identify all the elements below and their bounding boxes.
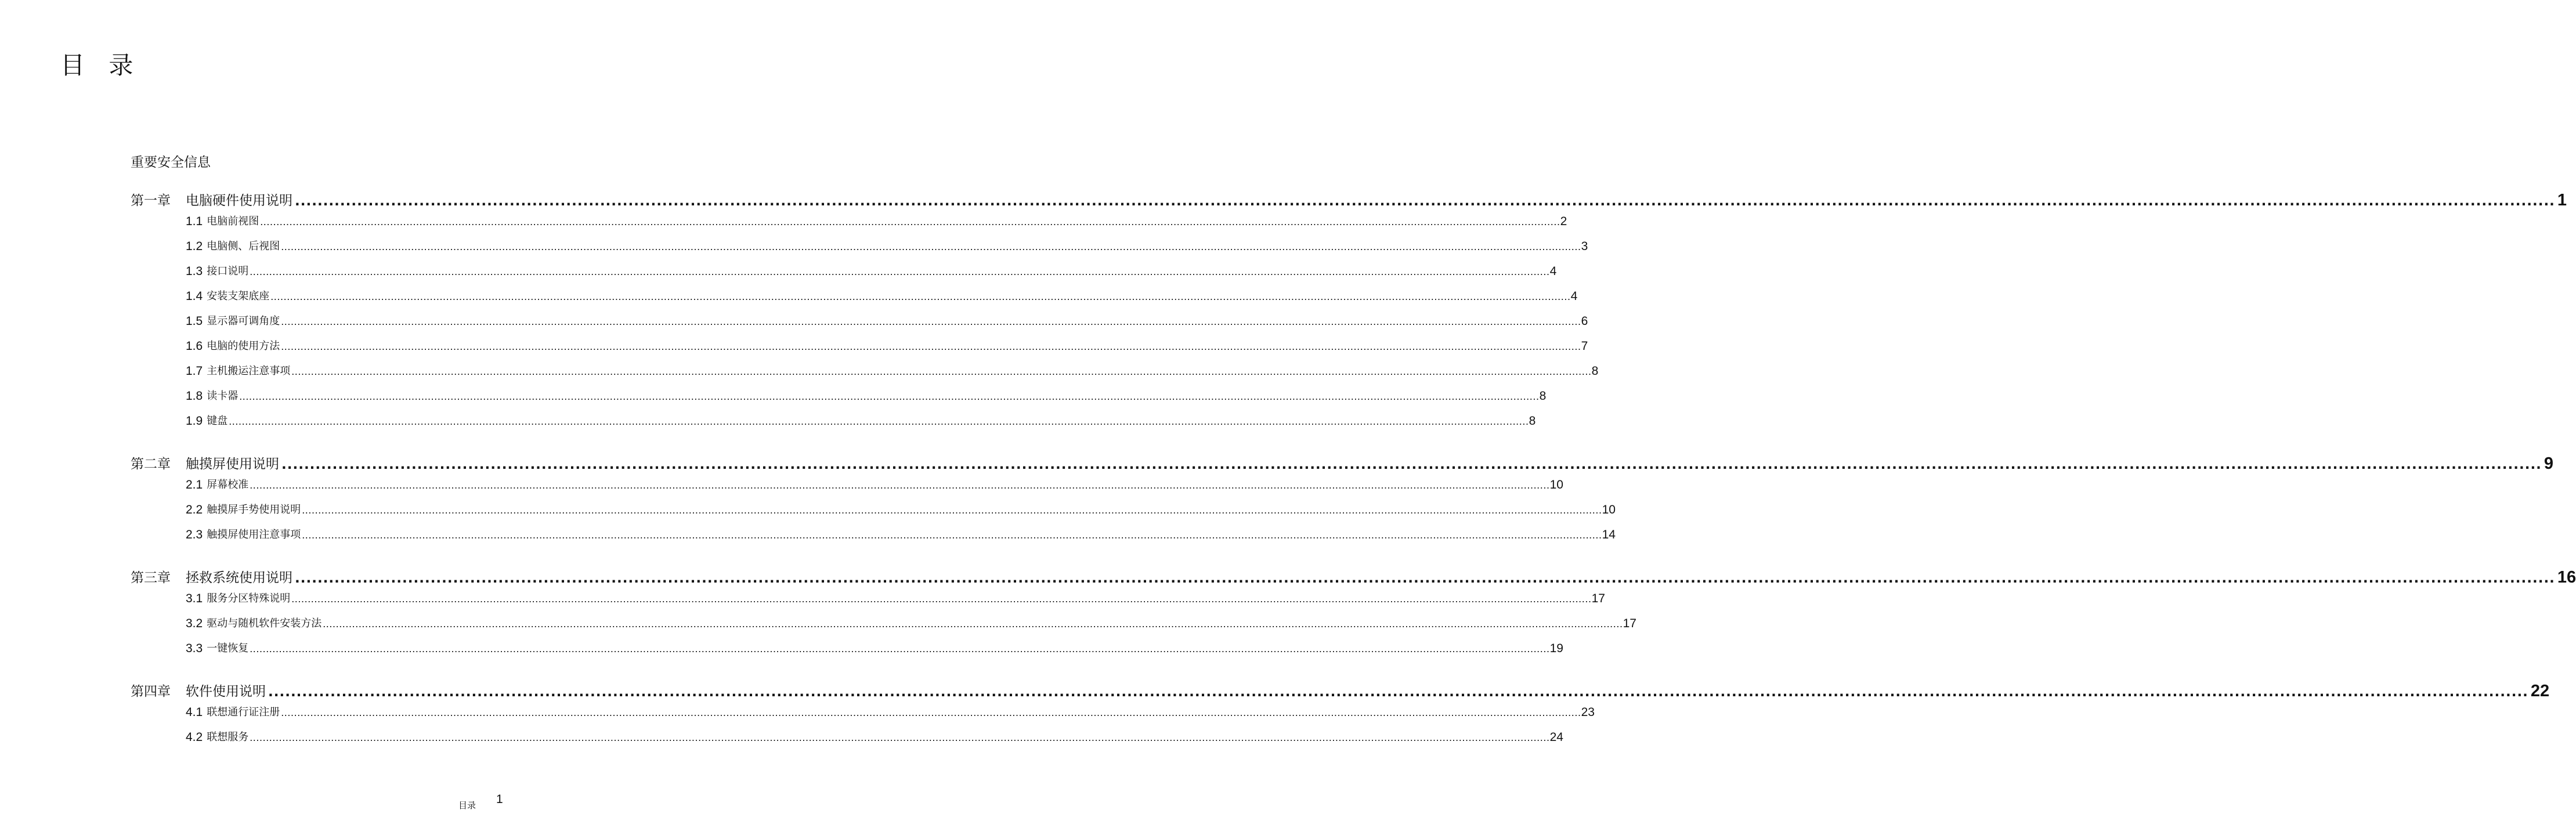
entry-number: 1.7 <box>186 364 203 378</box>
chapter-label: 第一章 <box>131 193 171 208</box>
entry-page-number: 17 <box>1623 617 1636 630</box>
toc-entry-1-7[interactable] <box>186 362 1599 378</box>
toc-entry-3-1[interactable] <box>186 590 1605 606</box>
entry-number: 4.1 <box>186 706 203 719</box>
chapter-title: 软件使用说明 <box>186 684 266 699</box>
entry-title: 服务分区特殊说明 <box>207 592 291 605</box>
toc-entry-1-9[interactable] <box>186 412 1536 428</box>
entry-number: 1.4 <box>186 290 203 303</box>
dot-leader: ................................................................................................................................................................................................................................................................................................................................................................................................................ <box>250 479 1550 491</box>
dot-leader: ................................................................................................................................................................................................................................................................................................................................................................................................................ <box>291 366 1592 377</box>
chapter-title: 触摸屏使用说明 <box>186 457 279 472</box>
entry-title: 触摸屏使用注意事项 <box>207 529 301 541</box>
entry-number: 1.3 <box>186 265 203 278</box>
page-title: 目 录 <box>60 51 142 79</box>
dot-leader: ................................................................................................................................................................................................................................................................................................................................................................................................................ <box>323 618 1623 630</box>
chapter-page-number: 9 <box>2544 454 2554 473</box>
entry-page-number: 3 <box>1581 240 1588 253</box>
entry-number: 2.1 <box>186 478 203 491</box>
entry-page-number: 8 <box>1591 364 1599 378</box>
entry-page-number: 4 <box>1549 265 1557 278</box>
entry-page-number: 6 <box>1581 314 1588 328</box>
entry-number: 1.8 <box>186 389 203 403</box>
entry-number: 3.2 <box>186 617 203 630</box>
toc-entry-3-2[interactable] <box>186 614 1636 631</box>
entry-page-number: 10 <box>1549 478 1563 491</box>
toc-entry-1-3[interactable] <box>186 262 1557 279</box>
entry-title: 屏幕校准 <box>207 479 249 491</box>
entry-title: 一键恢复 <box>207 642 249 654</box>
dot-leader: ................................................................................................................................................................................................................................................................................................................................................................................................................ <box>291 593 1592 605</box>
entry-page-number: 24 <box>1549 730 1563 744</box>
dot-leader: ................................................................................................................................................................................................................................................................................................................................................................................................................ <box>250 266 1550 277</box>
chapter-page-number: 22 <box>2530 682 2550 700</box>
toc-entry-2-2[interactable] <box>186 501 1616 517</box>
chapter-page-number: 16 <box>2557 568 2576 587</box>
footer-page-number: 1 <box>496 793 503 806</box>
dot-leader: ................................................................................................................................................................................................................................................................................................................................................................................................................ <box>281 707 1581 718</box>
dot-leader: ................................................................................................................................................................................................................................................................................................................................................................................................................ <box>268 685 2528 700</box>
chapter-label: 第四章 <box>131 684 171 699</box>
toc-entry-1-4[interactable] <box>186 287 1578 303</box>
dot-leader: ................................................................................................................................................................................................................................................................................................................................................................................................................ <box>295 571 2555 586</box>
entry-title: 显示器可调角度 <box>207 315 280 327</box>
chapter-title: 电脑硬件使用说明 <box>186 193 292 208</box>
toc-entry-1-6[interactable] <box>186 337 1588 353</box>
entry-number: 2.2 <box>186 503 203 516</box>
entry-title: 电脑的使用方法 <box>207 340 280 352</box>
toc-entry-1-5[interactable] <box>186 312 1588 328</box>
entry-page-number: 7 <box>1581 339 1588 353</box>
toc-entry-1-8[interactable] <box>186 387 1547 403</box>
dot-leader: ................................................................................................................................................................................................................................................................................................................................................................................................................ <box>281 457 2542 472</box>
entry-title: 联想服务 <box>207 731 249 743</box>
dot-leader: ................................................................................................................................................................................................................................................................................................................................................................................................................ <box>229 415 1529 427</box>
toc-entry-1-1[interactable] <box>186 212 1567 229</box>
toc-entry-3-3[interactable] <box>186 639 1563 656</box>
dot-leader: ................................................................................................................................................................................................................................................................................................................................................................................................................ <box>302 504 1602 516</box>
dot-leader: ................................................................................................................................................................................................................................................................................................................................................................................................................ <box>295 194 2555 209</box>
entry-title: 键盘 <box>207 415 228 427</box>
dot-leader: ................................................................................................................................................................................................................................................................................................................................................................................................................ <box>239 390 1540 402</box>
entry-number: 1.1 <box>186 215 203 228</box>
dot-leader: ................................................................................................................................................................................................................................................................................................................................................................................................................ <box>281 316 1581 327</box>
entry-title: 读卡器 <box>207 390 239 402</box>
toc-chapter-1[interactable] <box>131 189 2567 209</box>
dot-leader: ................................................................................................................................................................................................................................................................................................................................................................................................................ <box>302 529 1602 541</box>
entry-page-number: 14 <box>1602 528 1616 541</box>
dot-leader: ................................................................................................................................................................................................................................................................................................................................................................................................................ <box>270 291 1571 302</box>
dot-leader: ................................................................................................................................................................................................................................................................................................................................................................................................................ <box>260 216 1560 227</box>
toc-entry-2-3[interactable] <box>186 526 1616 542</box>
entry-number: 1.6 <box>186 339 203 353</box>
dot-leader: ................................................................................................................................................................................................................................................................................................................................................................................................................ <box>250 643 1550 654</box>
dot-leader: ................................................................................................................................................................................................................................................................................................................................................................................................................ <box>250 732 1550 743</box>
entry-number: 1.2 <box>186 240 203 253</box>
entry-number: 2.3 <box>186 528 203 541</box>
entry-page-number: 17 <box>1591 592 1605 605</box>
entry-number: 3.3 <box>186 642 203 655</box>
entry-title: 主机搬运注意事项 <box>207 365 291 377</box>
entry-page-number: 8 <box>1529 414 1536 428</box>
entry-number: 4.2 <box>186 730 203 744</box>
entry-title: 安装支架底座 <box>207 290 270 302</box>
entry-number: 1.9 <box>186 414 203 428</box>
entry-title: 触摸屏手势使用说明 <box>207 504 301 516</box>
dot-leader: ................................................................................................................................................................................................................................................................................................................................................................................................................ <box>281 241 1581 252</box>
entry-page-number: 4 <box>1570 290 1578 303</box>
toc-chapter-2[interactable] <box>131 453 2554 473</box>
toc-chapter-4[interactable] <box>131 680 2550 700</box>
entry-page-number: 10 <box>1602 503 1616 516</box>
toc-entry-2-1[interactable] <box>186 476 1563 492</box>
entry-title: 电脑侧、后视图 <box>207 240 280 252</box>
entry-title: 驱动与随机软件安装方法 <box>207 617 322 630</box>
entry-number: 3.1 <box>186 592 203 605</box>
dot-leader: ................................................................................................................................................................................................................................................................................................................................................................................................................ <box>281 341 1581 352</box>
entry-page-number: 2 <box>1560 215 1567 228</box>
chapter-page-number: 1 <box>2557 191 2567 209</box>
toc-entry-4-1[interactable] <box>186 703 1595 719</box>
entry-page-number: 23 <box>1581 706 1595 719</box>
chapter-title: 拯救系统使用说明 <box>186 570 292 585</box>
chapter-label: 第三章 <box>131 570 171 585</box>
toc-preface-safety-info[interactable]: 重要安全信息 <box>131 155 211 170</box>
entry-title: 电脑前视图 <box>207 215 259 227</box>
entry-title: 接口说明 <box>207 265 249 277</box>
toc-entry-1-2[interactable] <box>186 237 1588 254</box>
toc-chapter-3[interactable] <box>131 566 2576 587</box>
toc-entry-4-2[interactable] <box>186 728 1563 744</box>
entry-page-number: 19 <box>1549 642 1563 655</box>
entry-page-number: 8 <box>1539 389 1547 403</box>
footer-section-label: 目录 <box>458 800 476 811</box>
entry-title: 联想通行证注册 <box>207 706 280 718</box>
chapter-label: 第二章 <box>131 457 171 472</box>
entry-number: 1.5 <box>186 314 203 328</box>
